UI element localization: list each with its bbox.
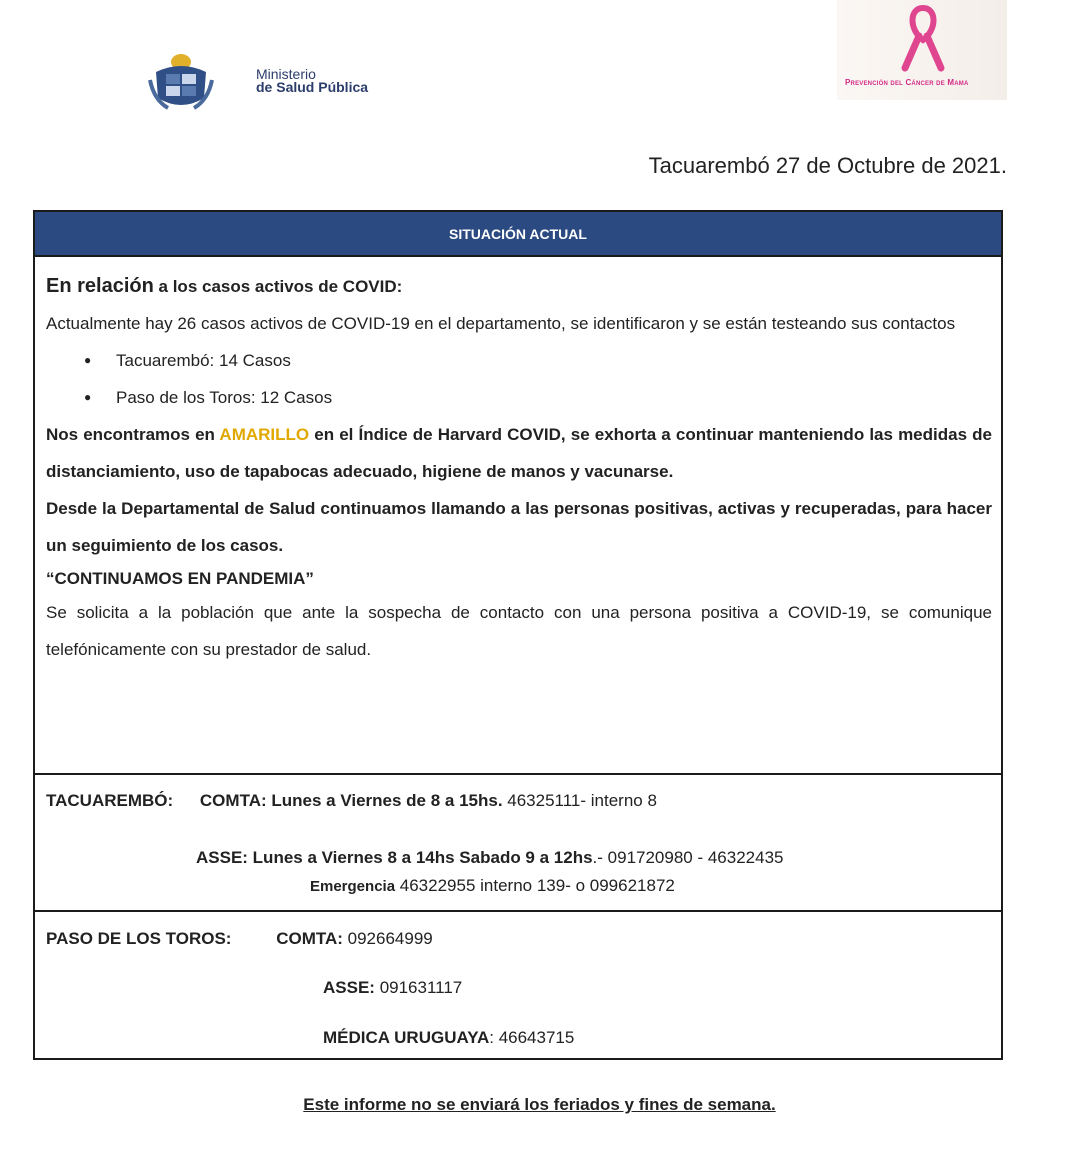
paso-medica-label: MÉDICA URUGUAYA <box>323 1028 490 1047</box>
uruguay-coat-of-arms-icon <box>146 50 216 112</box>
emergency-label: Emergencia <box>310 878 396 895</box>
pink-ribbon-icon <box>899 2 947 74</box>
tacuarembo-asse-row <box>196 848 784 868</box>
tacuarembo-asse-hours: ASSE: Lunes a Viernes 8 a 14hs Sabado 9 a 12hs <box>196 848 593 867</box>
section-heading <box>46 268 992 305</box>
tacuarembo-comta-hours: COMTA: Lunes a Viernes de 8 a 15hs. <box>199 791 503 810</box>
panel-title: SITUACIÓN ACTUAL <box>33 210 1003 257</box>
heading-big: En relación <box>46 275 154 297</box>
tacuarembo-asse-phone: .- 091720980 - 46322435 <box>592 848 784 867</box>
situation-content <box>46 268 992 668</box>
emergency-phone: 46322955 interno 139- o 099621872 <box>395 876 675 895</box>
divider <box>33 773 1003 775</box>
tacuarembo-comta-phone: 46325111- interno 8 <box>502 791 657 810</box>
paso-comta-phone: 092664999 <box>342 929 433 948</box>
divider <box>33 1058 1003 1060</box>
paso-asse-row <box>323 978 462 998</box>
paso-comta-row <box>46 929 433 949</box>
harvard-paragraph <box>46 416 992 490</box>
paso-medica-phone: : 46643715 <box>489 1028 575 1047</box>
tacuarembo-comta-row <box>46 791 657 811</box>
paso-label: PASO DE LOS TOROS: <box>46 929 232 948</box>
pandemic-heading: “CONTINUAMOS EN PANDEMIA” <box>46 569 314 588</box>
paso-medica-row <box>323 1028 574 1048</box>
harvard-post: en el Índice de Harvard COVID, se exhorta a continuar manteniendo las medidas de distanciamiento, uso de tapabocas adecuado, higiene de manos y vacunarse. <box>46 425 992 481</box>
intro-paragraph: Actualmente hay 26 casos activos de COVID-19 en el departamento, se identificaron y se están testeando sus contactos <box>46 314 956 333</box>
followup-paragraph: Desde la Departamental de Salud continuamos llamando a las personas positivas, activas y recuperadas, para hacer un seguimiento de los casos. <box>46 499 992 555</box>
ministry-line2: de Salud Pública <box>256 79 369 95</box>
breast-cancer-campaign-logo <box>837 0 1007 100</box>
request-paragraph: Se solicita a la población que ante la sospecha de contacto con una persona positiva a COVID-19, se comunique telefónicamente con su prestador de salud. <box>46 603 992 659</box>
report-date: Tacuarembó 27 de Octubre de 2021. <box>648 153 1007 178</box>
harvard-color-word: AMARILLO <box>219 425 310 444</box>
heading-rest: a los casos activos de COVID: <box>153 277 403 296</box>
paso-asse-phone: 091631117 <box>374 978 463 997</box>
ministry-logo-text <box>256 68 368 94</box>
tacuarembo-emergency-row <box>310 876 675 896</box>
paso-asse-label: ASSE: <box>323 978 375 997</box>
list-item: ● Paso de los Toros: 12 Casos <box>116 379 992 416</box>
cases-list <box>46 342 992 416</box>
paso-comta-label: COMTA: <box>276 929 343 948</box>
campaign-text: Prevención del Cáncer de Mama <box>845 78 969 87</box>
harvard-pre: Nos encontramos en <box>46 425 220 444</box>
divider <box>33 910 1003 912</box>
list-item: ● Tacuarembó: 14 Casos <box>116 342 992 379</box>
tacuarembo-label: TACUAREMBÓ: <box>46 791 174 810</box>
footer-notice: Este informe no se enviará los feriados y fines de semana. <box>303 1095 776 1114</box>
ministry-line1: Ministerio <box>256 66 316 82</box>
